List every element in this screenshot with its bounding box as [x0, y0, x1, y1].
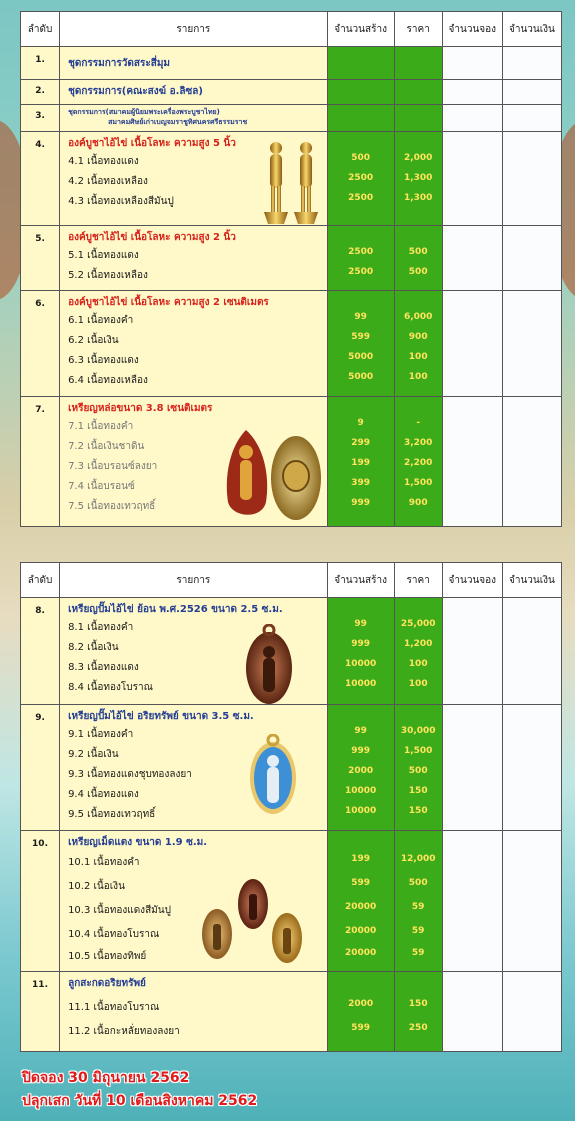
- price-value: 1,500: [403, 746, 433, 756]
- price-cell: [394, 105, 442, 132]
- qty-value: 99: [354, 726, 367, 736]
- row-title: องค์บูชาไอ้ไข่ เนื้อโลหะ ความสูง 2 นิ้ว: [68, 232, 236, 243]
- table-row: [21, 80, 562, 105]
- price-value: 1,200: [403, 639, 433, 649]
- price-value: 150: [408, 806, 428, 816]
- qty-value: 9: [357, 418, 364, 428]
- price-value: 100: [408, 679, 428, 689]
- amount-cell[interactable]: [502, 831, 561, 972]
- row-number: 9.: [21, 705, 60, 831]
- row-number: 7.: [21, 397, 60, 527]
- qty-value: 10000: [344, 806, 377, 816]
- qty-value: 999: [351, 639, 370, 649]
- qty-value: 2000: [348, 999, 374, 1009]
- row-number: 4.: [21, 132, 60, 226]
- qty-value: 20000: [344, 902, 377, 912]
- amount-cell[interactable]: [502, 705, 561, 831]
- reserve-cell[interactable]: [442, 831, 502, 972]
- row-title-line: สมาคมศิษย์เก่าเบญจมราชูทิศนครศรีธรรมราช: [108, 118, 248, 126]
- qty-value: 10000: [344, 659, 377, 669]
- reserve-cell[interactable]: [442, 972, 502, 1052]
- row-title-line: ชุดกรรมการ(สมาคมผู้นิยมพระเครื่องพระบูชาไทย): [68, 108, 220, 116]
- qty-value: 2500: [348, 267, 374, 277]
- price-value: 500: [408, 878, 428, 888]
- sub-item-label: 4.2 เนื้อทองเหลือง: [68, 176, 148, 187]
- sub-item-label: 9.5 เนื้อทองเทวฤทธิ์: [68, 809, 156, 820]
- header-qty: จำนวนสร้าง: [327, 563, 394, 598]
- price-value: 25,000: [400, 619, 436, 629]
- amount-cell[interactable]: [502, 47, 561, 80]
- sub-item-label: 6.1 เนื้อทองคำ: [68, 315, 134, 326]
- reserve-cell[interactable]: [442, 226, 502, 291]
- qty-cell: [327, 80, 394, 105]
- qty-value: 5000: [348, 352, 374, 362]
- row-number: 11.: [21, 972, 60, 1052]
- header-price: ราคา: [394, 12, 442, 47]
- price-value: 59: [411, 926, 425, 936]
- reserve-cell[interactable]: [442, 291, 502, 397]
- sub-item-label: 10.1 เนื้อทองคำ: [68, 857, 140, 868]
- price-value: 900: [408, 332, 428, 342]
- row-number: 10.: [21, 831, 60, 972]
- booking-deadline-text: ปิดจอง 30 มิถุนายน 2562: [22, 1070, 190, 1086]
- price-value: 12,000: [400, 854, 436, 864]
- header-reserve: จำนวนจอง: [442, 563, 502, 598]
- row-number: 3.: [21, 105, 60, 132]
- copper-coin-image: [244, 624, 294, 706]
- price-value: 1,500: [403, 478, 433, 488]
- reserve-cell[interactable]: [442, 397, 502, 527]
- sub-item-label: 9.2 เนื้อเงิน: [68, 749, 119, 760]
- sub-item-label: 11.2 เนื้อกะหลั่ยทองลงยา: [68, 1026, 180, 1037]
- price-cell: [394, 47, 442, 80]
- row-title: องค์บูชาไอ้ไข่ เนื้อโลหะ ความสูง 2 เซนติเมตร: [68, 297, 269, 308]
- qty-value: 199: [351, 854, 370, 864]
- sub-item-label: 7.4 เนื้อบรอนซ์: [68, 481, 135, 492]
- sub-item-label: 8.1 เนื้อทองคำ: [68, 622, 134, 633]
- header-item: รายการ: [60, 563, 327, 598]
- reserve-cell[interactable]: [442, 105, 502, 132]
- row-title: ชุดกรรมการ(คณะสงฆ์ อ.ลิซล): [68, 86, 203, 97]
- price-cell: [394, 80, 442, 105]
- sub-item-label: 6.3 เนื้อทองแดง: [68, 355, 139, 366]
- sub-item-label: 4.1 เนื้อทองแดง: [68, 156, 139, 167]
- seed-coins-image: [199, 874, 309, 970]
- qty-cell: [327, 47, 394, 80]
- row-number: 5.: [21, 226, 60, 291]
- table-row: [21, 972, 562, 1052]
- amount-cell[interactable]: [502, 291, 561, 397]
- sub-item-label: 9.1 เนื้อทองคำ: [68, 729, 134, 740]
- amount-cell[interactable]: [502, 132, 561, 226]
- qty-value: 2500: [348, 193, 374, 203]
- qty-value: 999: [351, 746, 370, 756]
- qty-value: 20000: [344, 948, 377, 958]
- amount-cell[interactable]: [502, 105, 561, 132]
- qty-value: 500: [351, 153, 370, 163]
- row-title: ชุดกรรมการวัดสระสี่มุม: [68, 58, 171, 69]
- price-value: 150: [408, 999, 428, 1009]
- qty-value: 199: [351, 458, 370, 468]
- row-number: 8.: [21, 598, 60, 705]
- amount-cell[interactable]: [502, 226, 561, 291]
- sub-item-label: 4.3 เนื้อทองเหลืองสีมันปู: [68, 196, 174, 207]
- price-value: 100: [408, 659, 428, 669]
- price-value: 3,200: [403, 438, 433, 448]
- reserve-cell[interactable]: [442, 598, 502, 705]
- qty-value: 599: [351, 332, 370, 342]
- qty-value: 10000: [344, 679, 377, 689]
- price-value: 100: [408, 372, 428, 382]
- sub-item-label: 10.4 เนื้อทองโบราณ: [68, 929, 160, 940]
- header-no: ลำดับ: [21, 12, 60, 47]
- price-value: 30,000: [400, 726, 436, 736]
- qty-value: 999: [351, 498, 370, 508]
- price-value: 59: [411, 902, 425, 912]
- header-amount: จำนวนเงิน: [502, 563, 561, 598]
- sub-item-label: 7.3 เนื้อบรอนซ์ลงยา: [68, 461, 158, 472]
- row-title: องค์บูชาไอ้ไข่ เนื้อโลหะ ความสูง 5 นิ้ว: [68, 138, 236, 149]
- sub-item-label: 8.3 เนื้อทองแดง: [68, 662, 139, 673]
- qty-value: 599: [351, 1023, 370, 1033]
- price-value: 150: [408, 786, 428, 796]
- sub-item-label: 10.2 เนื้อเงิน: [68, 881, 125, 892]
- reserve-cell[interactable]: [442, 80, 502, 105]
- row-title: ลูกสะกดอริยทรัพย์: [68, 978, 146, 989]
- sub-item-label: 10.5 เนื้อทองทิพย์: [68, 951, 147, 962]
- header-amount: จำนวนเงิน: [502, 12, 561, 47]
- sub-item-label: 10.3 เนื้อทองแดงสีมันปู: [68, 905, 171, 916]
- amount-cell[interactable]: [502, 397, 561, 527]
- row-number: 2.: [21, 80, 60, 105]
- price-value: 1,300: [403, 173, 433, 183]
- qty-value: 10000: [344, 786, 377, 796]
- row-title: เหรียญปั๊มไอ้ไข่ อริยทรัพย์ ขนาด 3.5 ซ.ม.: [68, 711, 254, 722]
- sub-item-label: 8.2 เนื้อเงิน: [68, 642, 119, 653]
- qty-value: 2500: [348, 247, 374, 257]
- amount-cell[interactable]: [502, 80, 561, 105]
- price-value: 1,300: [403, 193, 433, 203]
- sub-item-label: 7.1 เนื้อทองคำ: [68, 421, 134, 432]
- qty-value: 20000: [344, 926, 377, 936]
- qty-cell: [327, 105, 394, 132]
- header-item: รายการ: [60, 12, 327, 47]
- price-value: 2,000: [403, 153, 433, 163]
- price-value: 900: [408, 498, 428, 508]
- price-value: 100: [408, 352, 428, 362]
- header-qty: จำนวนสร้าง: [327, 12, 394, 47]
- qty-value: 99: [354, 619, 367, 629]
- sub-item-label: 6.4 เนื้อทองเหลือง: [68, 375, 148, 386]
- table-header-row: [21, 12, 562, 47]
- amount-cell[interactable]: [502, 598, 561, 705]
- qty-value: 299: [351, 438, 370, 448]
- gold-statue-image: [262, 138, 322, 226]
- qty-value: 2500: [348, 173, 374, 183]
- price-value: 59: [411, 948, 425, 958]
- qty-value: 599: [351, 878, 370, 888]
- sub-item-label: 5.2 เนื้อทองเหลือง: [68, 270, 148, 281]
- header-no: ลำดับ: [21, 563, 60, 598]
- header-reserve: จำนวนจอง: [442, 12, 502, 47]
- sub-item-label: 7.5 เนื้อทองเทวฤทธิ์: [68, 501, 156, 512]
- qty-value: 2000: [348, 766, 374, 776]
- header-price: ราคา: [394, 563, 442, 598]
- price-value: 6,000: [403, 312, 433, 322]
- price-value: 2,200: [403, 458, 433, 468]
- reserve-cell[interactable]: [442, 47, 502, 80]
- row-title: เหรียญปั๊มไอ้ไข่ ย้อน พ.ศ.2526 ขนาด 2.5 ซ.ม.: [68, 604, 283, 615]
- row-number: 1.: [21, 47, 60, 80]
- reserve-cell[interactable]: [442, 132, 502, 226]
- cast-coin-image: [222, 426, 322, 524]
- price-value: 500: [408, 247, 428, 257]
- row-title: เหรียญหล่อขนาด 3.8 เซนติเมตร: [68, 403, 213, 414]
- qty-value: 5000: [348, 372, 374, 382]
- price-value: -: [416, 418, 421, 428]
- row-number: 6.: [21, 291, 60, 397]
- row-title: เหรียญเม็ดแตง ขนาด 1.9 ซ.ม.: [68, 837, 208, 848]
- enamel-coin-image: [248, 734, 298, 816]
- sub-item-label: 11.1 เนื้อทองโบราณ: [68, 1002, 160, 1013]
- qty-value: 99: [354, 312, 367, 322]
- sub-item-label: 6.2 เนื้อเงิน: [68, 335, 119, 346]
- price-value: 500: [408, 267, 428, 277]
- reserve-cell[interactable]: [442, 705, 502, 831]
- sub-item-label: 5.1 เนื้อทองแดง: [68, 250, 139, 261]
- sub-item-label: 9.3 เนื้อทองแดงชุบทองลงยา: [68, 769, 192, 780]
- price-value: 500: [408, 766, 428, 776]
- table-row: [21, 226, 562, 291]
- sub-item-label: 8.4 เนื้อทองโบราณ: [68, 682, 153, 693]
- sub-item-label: 7.2 เนื้อเงินชาดิน: [68, 441, 145, 452]
- qty-value: 399: [351, 478, 370, 488]
- sub-item-label: 9.4 เนื้อทองแดง: [68, 789, 139, 800]
- price-value: 250: [408, 1023, 428, 1033]
- consecration-date-text: ปลุกเสก วันที่ 10 เดือนสิงหาคม 2562: [22, 1093, 258, 1109]
- table-row: [21, 47, 562, 80]
- table-row: [21, 105, 562, 132]
- table-header-row: [21, 563, 562, 598]
- amount-cell[interactable]: [502, 972, 561, 1052]
- table-row: [21, 291, 562, 397]
